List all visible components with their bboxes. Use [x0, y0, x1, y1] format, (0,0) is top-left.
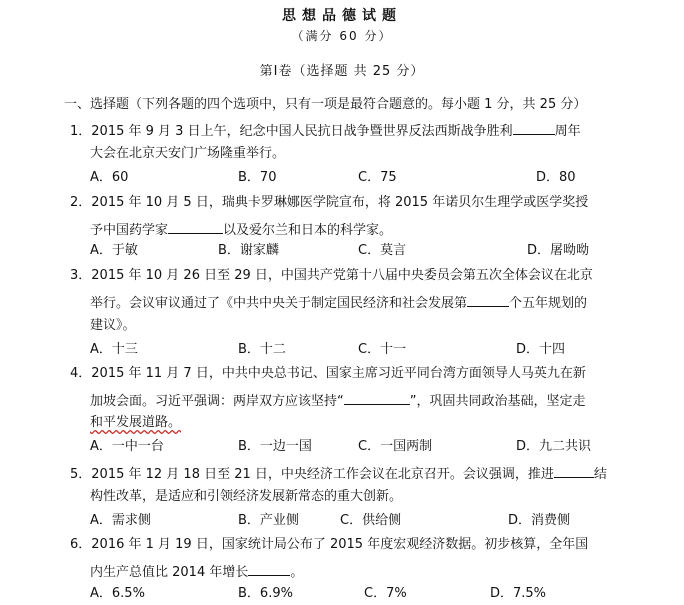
- option-a: A．十三: [90, 342, 138, 357]
- question-text: 举行。会议审议通过了《中共中央关于制定国民经济和社会发展第: [90, 296, 468, 311]
- question-text: 内生产总值比 2014 年增长: [90, 565, 249, 580]
- question-number: 3．: [70, 268, 92, 283]
- option-a: A．一中一台: [90, 439, 164, 454]
- option-b: B．70: [238, 170, 277, 185]
- answer-blank: [554, 465, 594, 478]
- option-c: C．供给侧: [340, 513, 402, 528]
- question-text: ”，巩固共同政治基础，坚定走: [409, 394, 586, 409]
- question-2-line-1: [70, 196, 588, 209]
- question-text: 2015 年 10 月 26 日至 29 日，中国共产党第十八届中央委员会第五次全体会议在北京: [91, 268, 593, 283]
- question-text: 建议》。: [90, 318, 136, 333]
- option-a: A．60: [90, 170, 129, 185]
- question-number: 1．: [70, 124, 92, 139]
- question-6-line-2: [90, 563, 303, 579]
- option-c: C．7%: [364, 586, 407, 601]
- question-number: 6．: [70, 537, 92, 552]
- option-a: A．于敏: [90, 243, 138, 258]
- question-1-line-1: [70, 122, 581, 138]
- exam-title: 思想品德试题: [282, 8, 402, 24]
- option-a: A．需求侧: [90, 513, 151, 528]
- question-3-line-3: [90, 319, 136, 332]
- question-2-line-2: [90, 221, 392, 237]
- question-6-line-1: [70, 538, 588, 551]
- question-text: 构性改革，是适应和引领经济发展新常态的重大创新。: [90, 489, 403, 504]
- question-text: 和平发展道路。: [90, 415, 182, 430]
- option-a: A．6.5%: [90, 586, 145, 601]
- option-d: D．消费侧: [508, 513, 571, 528]
- question-text: 大会在北京天安门广场隆重举行。: [90, 146, 286, 161]
- option-d: D．十四: [516, 342, 566, 357]
- answer-blank: [467, 294, 509, 307]
- option-c: C．一国两制: [358, 439, 433, 454]
- score-note: （满分 60 分）: [291, 29, 393, 43]
- question-text: 加坡会面。习近平强调：两岸双方应该坚持“: [90, 394, 344, 409]
- option-c: C．莫言: [358, 243, 407, 258]
- question-5-line-2: [90, 490, 402, 503]
- question-text: 个五年规划的: [509, 296, 588, 311]
- option-d: D．屠呦呦: [527, 243, 590, 258]
- question-text: 以及爱尔兰和日本的科学家。: [223, 223, 393, 238]
- section-heading: 一、选择题（下列各题的四个选项中，只有一项是最符合题意的。每小题 1 分，共 25 分）: [64, 97, 587, 112]
- option-b: B．十二: [238, 342, 286, 357]
- question-1-line-2: [90, 147, 285, 160]
- answer-blank: [248, 563, 290, 576]
- answer-blank: [344, 392, 410, 405]
- option-d: D．7.5%: [490, 586, 547, 601]
- question-number: 5．: [70, 467, 92, 482]
- question-5-line-1: [70, 465, 607, 481]
- option-c: C．75: [358, 170, 397, 185]
- option-b: B．谢家麟: [218, 243, 279, 258]
- question-3-line-2: [90, 294, 587, 310]
- question-text: 周年: [554, 124, 581, 139]
- question-number: 4．: [70, 366, 92, 381]
- question-3-line-1: [70, 269, 593, 282]
- question-text: 2015 年 12 月 18 日至 21 日，中央经济工作会议在北京召开。会议强调，推进: [91, 467, 554, 482]
- option-b: B．6.9%: [238, 586, 293, 601]
- option-b: B．产业侧: [238, 513, 299, 528]
- option-c: C．十一: [358, 342, 407, 357]
- question-text: 予中国药学家: [90, 223, 169, 238]
- option-d: D．九二共识: [516, 439, 592, 454]
- question-4-line-3: [90, 416, 181, 429]
- option-d: D．80: [536, 170, 576, 185]
- question-text: 2015 年 11 月 7 日，中共中央总书记、国家主席习近平同台湾方面领导人马英九在新: [91, 366, 586, 381]
- question-text: 2015 年 10 月 5 日，瑞典卡罗琳娜医学院宣布，将 2015 年诺贝尔生理学或医学奖授: [91, 195, 589, 210]
- answer-blank: [513, 122, 555, 135]
- question-4-line-1: [70, 367, 586, 380]
- question-4-line-2: [90, 392, 586, 408]
- question-text: 。: [290, 565, 304, 580]
- question-text: 结: [593, 467, 607, 482]
- part-heading: 第Ⅰ卷（选择题 共 25 分）: [259, 64, 425, 79]
- question-text: 2015 年 9 月 3 日上午，纪念中国人民抗日战争暨世界反法西斯战争胜利: [91, 124, 513, 139]
- option-b: B．一边一国: [238, 439, 312, 454]
- question-text: 2016 年 1 月 19 日，国家统计局公布了 2015 年度宏观经济数据。初步核算，全年国: [91, 537, 589, 552]
- answer-blank: [168, 221, 223, 234]
- question-number: 2．: [70, 195, 92, 210]
